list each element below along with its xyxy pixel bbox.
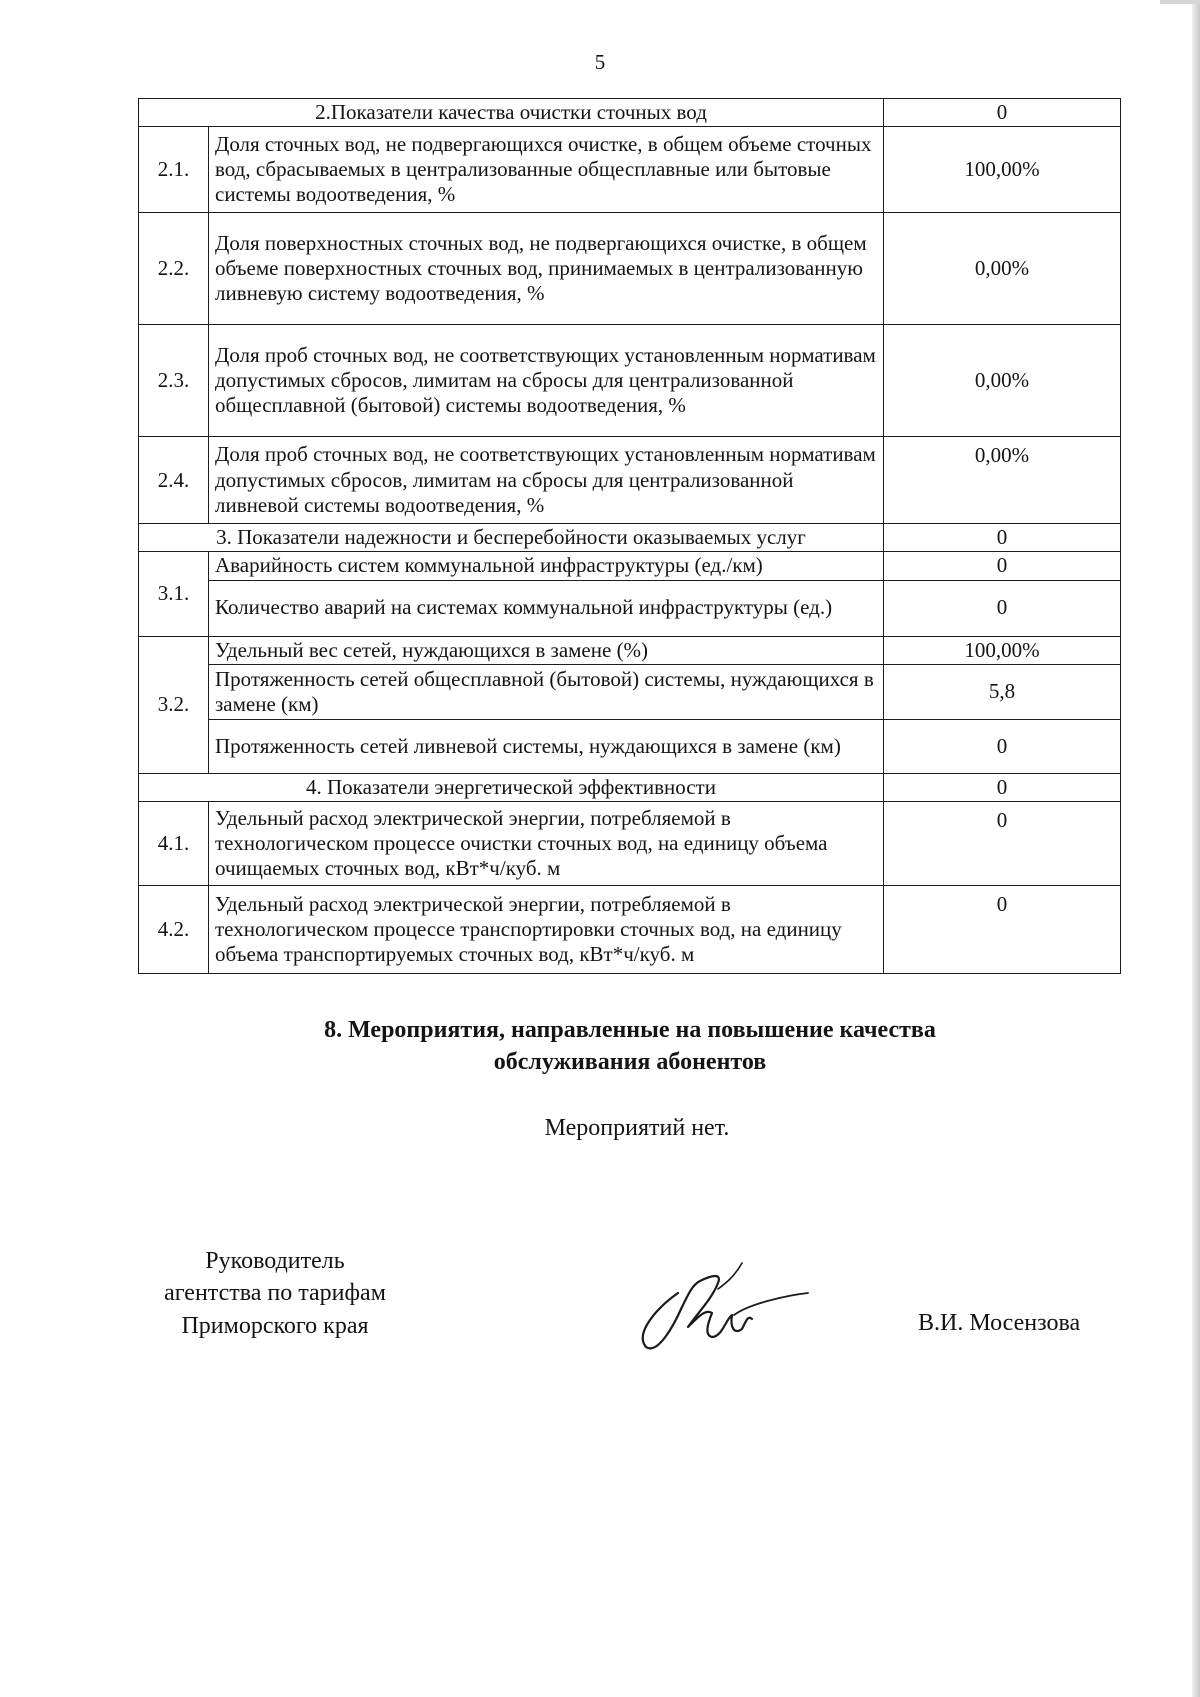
indicator-value-cell: 0 bbox=[884, 885, 1121, 973]
indicator-name-cell: Протяженность сетей ливневой системы, нуждающихся в замене (км) bbox=[209, 719, 884, 773]
indicator-value-cell: 100,00% bbox=[884, 127, 1121, 213]
table-row bbox=[139, 213, 1121, 325]
section-title-cell: 3. Показатели надежности и бесперебойности оказываемых услуг bbox=[139, 524, 884, 552]
section-title-cell: 4. Показатели энергетической эффективности bbox=[139, 773, 884, 801]
indicator-value-cell: 0 bbox=[884, 524, 1121, 552]
table-row bbox=[139, 325, 1121, 437]
table-row bbox=[139, 801, 1121, 885]
row-number-cell: 3.2. bbox=[139, 636, 209, 773]
indicator-value-cell: 0 bbox=[884, 580, 1121, 636]
page-number: 5 bbox=[594, 50, 606, 74]
indicator-name-cell: Удельный расход электрической энергии, потребляемой в технологическом процессе очистки сточных вод, на единицу объема очищаемых сточных вод, кВт*ч/куб. м bbox=[209, 801, 884, 885]
section-heading-line-1: 8. Мероприятия, направленные на повышение качества bbox=[324, 1017, 936, 1043]
indicator-value-cell: 0 bbox=[884, 719, 1121, 773]
indicator-value-cell: 0,00% bbox=[884, 437, 1121, 524]
indicator-value-cell: 100,00% bbox=[884, 636, 1121, 664]
row-number-cell: 4.1. bbox=[139, 801, 209, 885]
signer-name: В.И. Мосензова bbox=[918, 1310, 1081, 1336]
signer-position-line-2: агентства по тарифам bbox=[164, 1280, 386, 1307]
row-number-cell: 2.3. bbox=[139, 325, 209, 437]
scan-edge-top bbox=[1160, 0, 1200, 4]
no-measures-text: Мероприятий нет. bbox=[544, 1115, 730, 1141]
indicator-name-cell: Доля сточных вод, не подвергающихся очистке, в общем объеме сточных вод, сбрасываемых в централизованные общесплавные или бытовые системы водоотведения, % bbox=[209, 127, 884, 213]
indicator-value-cell: 0 bbox=[884, 801, 1121, 885]
section-heading bbox=[0, 1015, 1200, 1079]
indicator-name-cell: Удельный вес сетей, нуждающихся в замене (%) bbox=[209, 636, 884, 664]
indicators-table bbox=[138, 98, 1121, 974]
indicator-value-cell: 0,00% bbox=[884, 325, 1121, 437]
table-row bbox=[139, 664, 1121, 719]
table-row bbox=[139, 580, 1121, 636]
indicator-name-cell: Протяженность сетей общесплавной (бытовой) системы, нуждающихся в замене (км) bbox=[209, 664, 884, 719]
indicator-name-cell: Доля проб сточных вод, не соответствующих установленным нормативам допустимых сбросов, лимитам на сбросы для централизованной общесплавной (бытовой) системы водоотведения, % bbox=[209, 325, 884, 437]
indicator-value-cell: 5,8 bbox=[884, 664, 1121, 719]
indicator-value-cell: 0 bbox=[884, 773, 1121, 801]
row-number-cell: 2.4. bbox=[139, 437, 209, 524]
handwritten-signature bbox=[630, 1255, 810, 1355]
indicator-name-cell: Доля проб сточных вод, не соответствующих установленным нормативам допустимых сбросов, лимитам на сбросы для централизованной ливневой системы водоотведения, % bbox=[209, 437, 884, 524]
indicator-name-cell: Доля поверхностных сточных вод, не подвергающихся очистке, в общем объеме поверхностных сточных вод, принимаемых в централизованную ливневую систему водоотведения, % bbox=[209, 213, 884, 325]
table-row bbox=[139, 885, 1121, 973]
indicator-name-cell: Количество аварий на системах коммунальной инфраструктуры (ед.) bbox=[209, 580, 884, 636]
section-row bbox=[139, 99, 1121, 127]
section-row bbox=[139, 773, 1121, 801]
row-number-cell: 2.1. bbox=[139, 127, 209, 213]
table-row bbox=[139, 437, 1121, 524]
scan-edge-shadow bbox=[1192, 0, 1200, 1697]
row-number-cell: 4.2. bbox=[139, 885, 209, 973]
indicator-value-cell: 0 bbox=[884, 99, 1121, 127]
table-row bbox=[139, 636, 1121, 664]
signer-position-line-1: Руководитель bbox=[205, 1248, 345, 1274]
signer-position bbox=[130, 1245, 420, 1342]
indicator-name-cell: Аварийность систем коммунальной инфраструктуры (ед./км) bbox=[209, 552, 884, 580]
section-title-cell: 2.Показатели качества очистки сточных вод bbox=[139, 99, 884, 127]
indicator-value-cell: 0,00% bbox=[884, 213, 1121, 325]
table-row bbox=[139, 719, 1121, 773]
signer-position-line-3: Приморского края bbox=[181, 1312, 369, 1339]
table-row bbox=[139, 127, 1121, 213]
indicator-value-cell: 0 bbox=[884, 552, 1121, 580]
section-row bbox=[139, 524, 1121, 552]
indicator-name-cell: Удельный расход электрической энергии, потребляемой в технологическом процессе транспортировки сточных вод, на единицу объема транспортируемых сточных вод, кВт*ч/куб. м bbox=[209, 885, 884, 973]
section-heading-line-2: обслуживания абонентов bbox=[493, 1048, 767, 1075]
table-row bbox=[139, 552, 1121, 580]
row-number-cell: 2.2. bbox=[139, 213, 209, 325]
row-number-cell: 3.1. bbox=[139, 552, 209, 636]
